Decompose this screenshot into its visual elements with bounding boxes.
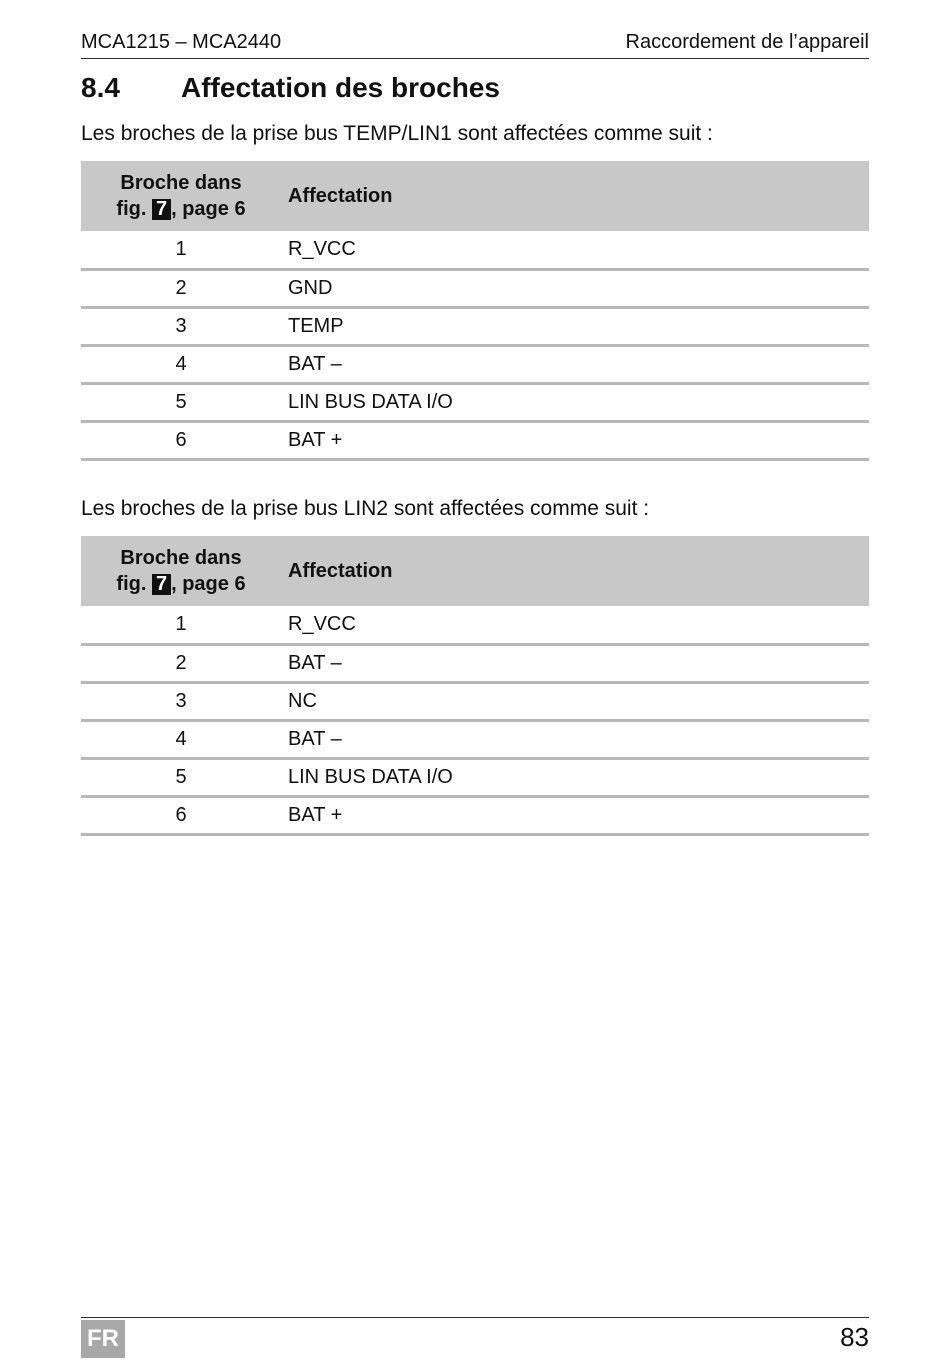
section-title: Affectation des broches: [181, 72, 500, 103]
table-row: 2 GND: [81, 269, 869, 307]
table-row: 4 BAT –: [81, 720, 869, 758]
table-row: 1 R_VCC: [81, 606, 869, 644]
table-row: 2 BAT –: [81, 644, 869, 682]
intro-text-2: Les broches de la prise bus LIN2 sont affectées comme suit :: [81, 497, 650, 520]
table-row: 5 LIN BUS DATA I/O: [81, 383, 869, 421]
section-number: 8.4: [81, 72, 120, 103]
table-row: 4 BAT –: [81, 345, 869, 383]
table-header-row: [81, 161, 869, 231]
language-badge: FR: [81, 1320, 125, 1358]
section-heading: [81, 72, 869, 104]
pin-table-2: [81, 536, 869, 836]
header-chapter: Raccordement de l’appareil: [625, 31, 869, 53]
intro-text-1: Les broches de la prise bus TEMP/LIN1 sont affectées comme suit :: [81, 122, 713, 145]
header-pin: Broche dans fig. 7 , page 6: [116, 547, 246, 595]
page-header: [81, 24, 869, 59]
table-row: 3 TEMP: [81, 307, 869, 345]
table-row: 6 BAT +: [81, 421, 869, 459]
header-assignment: Affectation: [288, 184, 393, 207]
header-pin: Broche dans fig. 7 , page 6: [116, 172, 246, 220]
page-number: 83: [840, 1322, 869, 1352]
table-row: 3 NC: [81, 682, 869, 720]
table-header-row: [81, 536, 869, 606]
header-assignment: Affectation: [288, 559, 393, 582]
table-row: 1 R_VCC: [81, 231, 869, 269]
table-row: 5 LIN BUS DATA I/O: [81, 758, 869, 796]
header-model: MCA1215 – MCA2440: [81, 31, 282, 53]
table-row: 6 BAT +: [81, 796, 869, 834]
figure-ref-badge: 7: [152, 199, 171, 220]
figure-ref-badge: 7: [152, 574, 171, 595]
pin-table-1: [81, 161, 869, 461]
footer-divider: [81, 1317, 869, 1318]
